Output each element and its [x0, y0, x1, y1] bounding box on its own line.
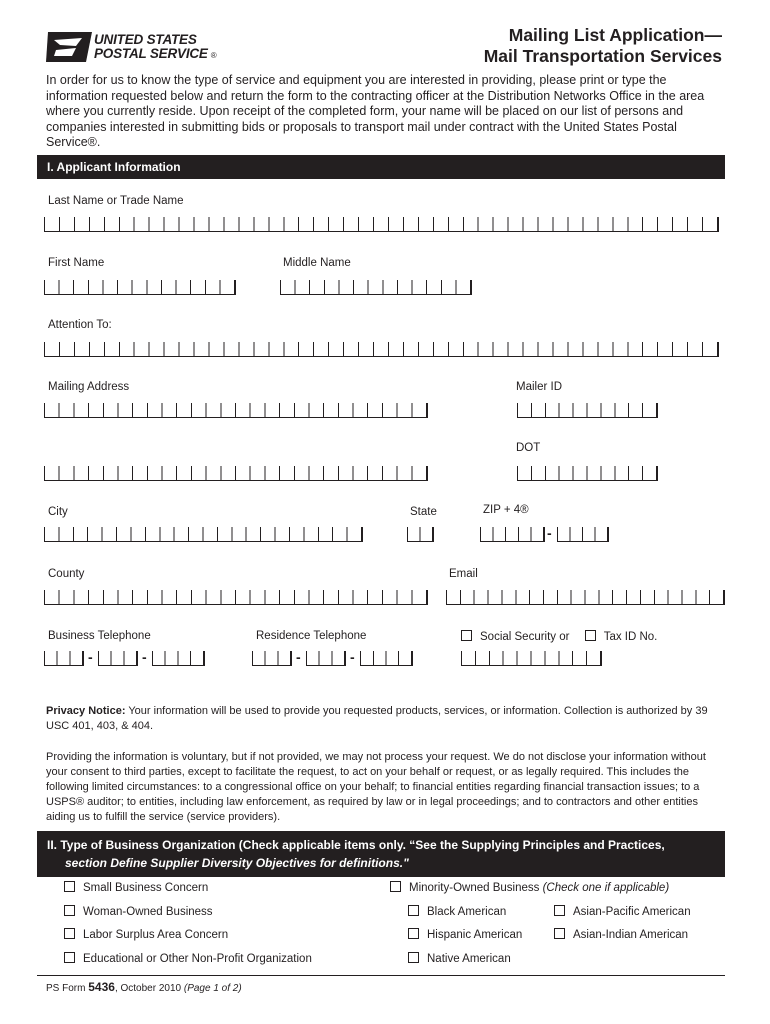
- option-woman-owned[interactable]: Woman-Owned Business: [64, 905, 213, 918]
- dot-field[interactable]: [517, 466, 658, 481]
- phone-dash: -: [350, 649, 355, 665]
- zip-dash: -: [547, 525, 552, 541]
- checkbox[interactable]: [408, 952, 419, 963]
- checkbox[interactable]: [554, 928, 565, 939]
- ssn-tax-id-field[interactable]: [461, 651, 602, 666]
- zip-field[interactable]: [480, 527, 545, 542]
- middle-name-field[interactable]: [280, 280, 472, 295]
- form-footer: PS Form 5436, October 2010 (Page 1 of 2): [46, 980, 242, 994]
- residence-phone-area[interactable]: [252, 651, 292, 666]
- email-field[interactable]: [446, 590, 725, 605]
- zip4-field[interactable]: [557, 527, 609, 542]
- state-label: State: [410, 506, 437, 518]
- option-minority-owned[interactable]: Minority-Owned Business (Check one if applicable): [390, 881, 669, 894]
- last-name-field[interactable]: [44, 217, 719, 232]
- city-field[interactable]: [44, 527, 363, 542]
- ssn-checkbox[interactable]: [461, 630, 472, 641]
- option-native-american[interactable]: Native American: [408, 952, 511, 965]
- first-name-field[interactable]: [44, 280, 236, 295]
- zip-label: ZIP + 4®: [483, 504, 529, 516]
- footer-rule: [37, 975, 725, 976]
- phone-dash: -: [88, 649, 93, 665]
- mailing-address-label: Mailing Address: [48, 381, 130, 393]
- checkbox[interactable]: [64, 928, 75, 939]
- intro-paragraph: In order for us to know the type of service and equipment you are interested in providing, please print or type the information requested below and return the form to the contracting officer at the Distribution Networks Office in the area where you currently reside. Upon receipt of the completed form, your name will be placed on our list of persons and companies interested in submitting bids or proposals to transport mail under contract with the United States Postal Service®.: [46, 73, 705, 149]
- phone-dash: -: [142, 649, 147, 665]
- attention-label: Attention To:: [48, 319, 112, 331]
- city-label: City: [48, 506, 68, 518]
- business-phone-prefix[interactable]: [98, 651, 138, 666]
- option-hispanic-american[interactable]: Hispanic American: [408, 928, 522, 941]
- checkbox[interactable]: [408, 905, 419, 916]
- option-small-business[interactable]: Small Business Concern: [64, 881, 208, 894]
- mailing-address-field-2[interactable]: [44, 466, 428, 481]
- business-phone-area[interactable]: [44, 651, 84, 666]
- privacy-notice: Privacy Notice: Your information will be used to provide you requested products, services, or information. Collection is authorized by 39 USC 401, 403, & 404.: [46, 705, 708, 732]
- state-field[interactable]: [407, 527, 434, 542]
- business-phone-label: Business Telephone: [48, 630, 151, 642]
- tax-id-checkbox[interactable]: [585, 630, 596, 641]
- county-label: County: [48, 568, 85, 580]
- first-name-label: First Name: [48, 257, 105, 269]
- usps-wordmark: UNITED STATES POSTAL SERVICE ®: [94, 32, 217, 61]
- residence-phone-line[interactable]: [360, 651, 413, 666]
- checkbox[interactable]: [390, 881, 401, 892]
- checkbox[interactable]: [554, 905, 565, 916]
- option-black-american[interactable]: Black American: [408, 905, 506, 918]
- last-name-label: Last Name or Trade Name: [48, 195, 184, 207]
- mailer-id-field[interactable]: [517, 403, 658, 418]
- residence-phone-prefix[interactable]: [306, 651, 346, 666]
- form-title: Mailing List Application— Mail Transportation Services: [483, 25, 722, 66]
- privacy-disclosure: Providing the information is voluntary, but if not provided, we may not process your request. We do not disclose your information without your consent to third parties, except to facilitate the request, to act on your behalf or request, or as legally required. This includes the following limited circumstances: to a congressional office on your behalf; to financial entities regarding financial transaction issues; to a USPS® auditor; to entities, including law enforcement, as required by law or in legal proceedings; and to contractors and other entities aiding us to fulfill the service (service providers).: [46, 751, 706, 823]
- option-labor-surplus[interactable]: Labor Surplus Area Concern: [64, 928, 228, 941]
- option-asian-indian[interactable]: Asian-Indian American: [554, 928, 688, 941]
- mailer-id-label: Mailer ID: [516, 381, 563, 393]
- mailing-address-field-1[interactable]: [44, 403, 428, 418]
- checkbox[interactable]: [408, 928, 419, 939]
- section-applicant-header: I. Applicant Information: [37, 155, 725, 179]
- section-business-type-header: II. Type of Business Organization (Check applicable items only. “See the Supplying Principles and Practices, section Define Supplier Diversity Objectives for definitions.": [37, 831, 725, 877]
- residence-phone-label: Residence Telephone: [256, 630, 367, 642]
- dot-label: DOT: [516, 442, 541, 454]
- county-field[interactable]: [44, 590, 428, 605]
- checkbox[interactable]: [64, 881, 75, 892]
- business-phone-line[interactable]: [152, 651, 205, 666]
- middle-name-label: Middle Name: [283, 257, 351, 269]
- checkbox[interactable]: [64, 952, 75, 963]
- ssn-option[interactable]: Social Security or Tax ID No.: [461, 630, 657, 643]
- email-label: Email: [449, 568, 478, 580]
- attention-field[interactable]: [44, 342, 719, 357]
- option-nonprofit[interactable]: Educational or Other Non-Profit Organization: [64, 952, 312, 965]
- phone-dash: -: [296, 649, 301, 665]
- option-asian-pacific[interactable]: Asian-Pacific American: [554, 905, 691, 918]
- checkbox[interactable]: [64, 905, 75, 916]
